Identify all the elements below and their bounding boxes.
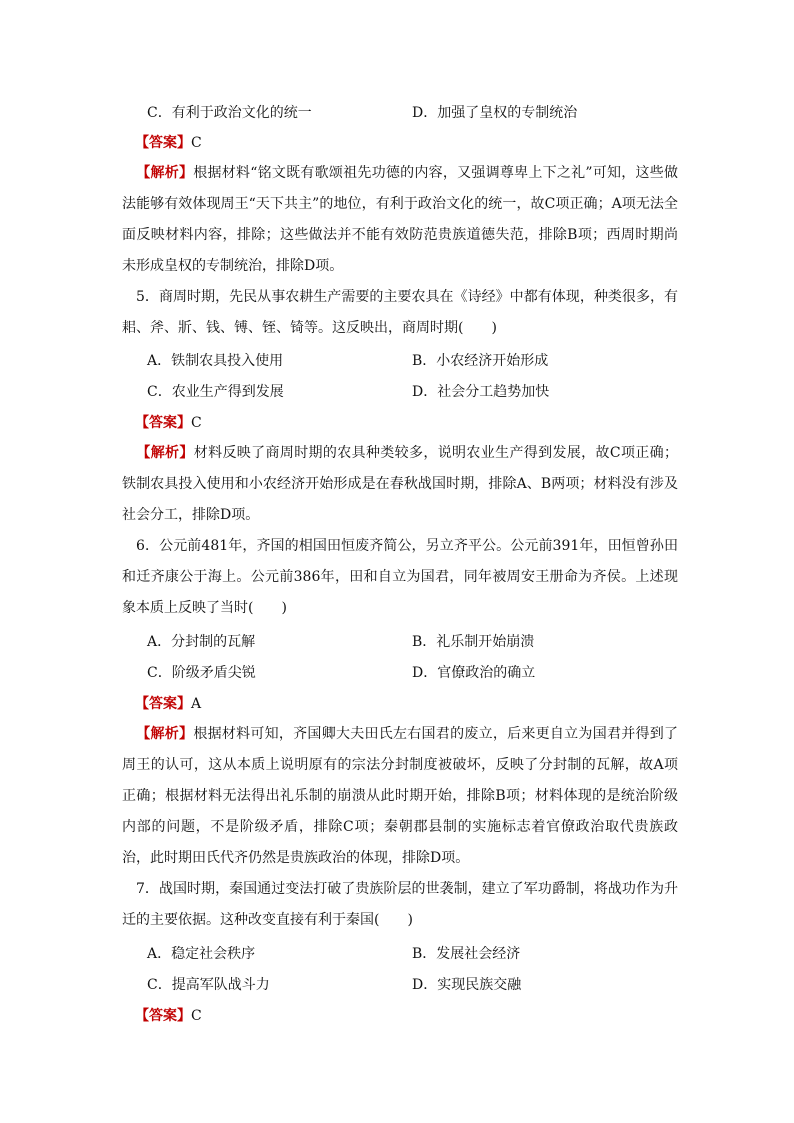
q7-option-c: C．提高军队战斗力 — [147, 977, 270, 993]
answer-tag: 【答案】 — [135, 135, 191, 151]
q4-answer — [135, 131, 202, 155]
analysis-text: 材料反映了商周时期的农具种类较多，说明农业生产得到发展，故C项正确；铁制农具投入使用和小农经济开始形成是在春秋战国时期，排除A、B两项；材料没有涉及社会分工，排除D项。 — [122, 445, 678, 523]
answer-tag: 【答案】 — [135, 1008, 191, 1024]
q5-option-b: B．小农经济开始形成 — [412, 353, 549, 369]
q7-answer — [135, 1004, 202, 1028]
question-stem: 6．公元前481年，齐国的相国田恒废齐简公，另立齐平公。公元前391年，田恒曾孙田和迁齐康公于海上。公元前386年，田和自立为国君，同年被周安王册命为齐侯。上述现象本质上反映了当时( ) — [122, 538, 678, 616]
q6-option-c: C．阶级矛盾尖锐 — [147, 665, 256, 681]
q4-option-d: D．加强了皇权的专制统治 — [412, 105, 578, 121]
question-stem: 7．战国时期，秦国通过变法打破了贵族阶层的世袭制，建立了军功爵制，将战功作为升迁的主要依据。这种改变直接有利于秦国( ) — [122, 881, 678, 928]
q6-option-b: B．礼乐制开始崩溃 — [412, 634, 535, 650]
q7-option-d: D．实现民族交融 — [412, 977, 522, 993]
q4-options-cd — [147, 101, 707, 125]
answer-value: C — [191, 135, 202, 151]
answer-value: A — [191, 696, 202, 712]
q7-option-a: A．稳定社会秩序 — [147, 946, 256, 962]
analysis-text: 根据材料可知，齐国卿大夫田氏左右国君的废立，后来更自立为国君并得到了周王的认可，这从本质上说明原有的宗法分封制度被破坏，反映了分封制的瓦解，故A项正确；根据材料无法得出礼乐制的崩溃从此时期开始，排除B项；材料体现的是统治阶级内部的问题，不是阶级矛盾，排除C项；秦朝郡县制的实施标志着官僚政治取代贵族政治，此时期田氏代齐仍然是贵族政治的体现，排除D项。 — [122, 726, 679, 866]
q5-option-a: A．铁制农具投入使用 — [147, 353, 284, 369]
answer-tag: 【答案】 — [135, 696, 191, 712]
answer-value: C — [191, 1008, 202, 1024]
answer-tag: 【答案】 — [135, 415, 191, 431]
q4-analysis — [122, 158, 678, 282]
q6-option-a: A．分封制的瓦解 — [147, 634, 256, 650]
q5-stem — [122, 282, 678, 344]
q7-option-b: B．发展社会经济 — [412, 946, 521, 962]
answer-value: C — [191, 415, 202, 431]
q6-options-cd — [147, 661, 707, 685]
q6-options-ab — [147, 630, 707, 654]
q6-stem — [122, 531, 678, 624]
q5-option-c: C．农业生产得到发展 — [147, 384, 284, 400]
q5-analysis — [122, 438, 678, 531]
analysis-tag: 【解析】 — [136, 726, 194, 742]
q4-option-c: C．有利于政治文化的统一 — [147, 105, 312, 121]
q5-options-ab — [147, 349, 707, 373]
q5-answer — [135, 411, 202, 435]
analysis-tag: 【解析】 — [136, 165, 194, 181]
q5-option-d: D．社会分工趋势加快 — [412, 384, 550, 400]
analysis-tag: 【解析】 — [136, 445, 194, 461]
question-stem: 5．商周时期，先民从事农耕生产需要的主要农具在《诗经》中都有体现，种类很多，有耜、斧、斨、钱、镈、铚、锜等。这反映出，商周时期( ) — [122, 289, 678, 336]
q6-analysis — [122, 719, 678, 874]
analysis-text: 根据材料“铭文既有歌颂祖先功德的内容，又强调尊卑上下之礼”可知，这些做法能够有效体现周王“天下共主”的地位，有利于政治文化的统一，故C项正确；A项无法全面反映材料内容，排除；这些做法并不能有效防范贵族道德失范，排除B项；西周时期尚未形成皇权的专制统治，排除D项。 — [122, 165, 679, 274]
q5-options-cd — [147, 380, 707, 404]
q7-options-cd — [147, 973, 707, 997]
q6-option-d: D．官僚政治的确立 — [412, 665, 536, 681]
q7-stem — [122, 874, 678, 936]
q7-options-ab — [147, 942, 707, 966]
q6-answer — [135, 692, 201, 716]
